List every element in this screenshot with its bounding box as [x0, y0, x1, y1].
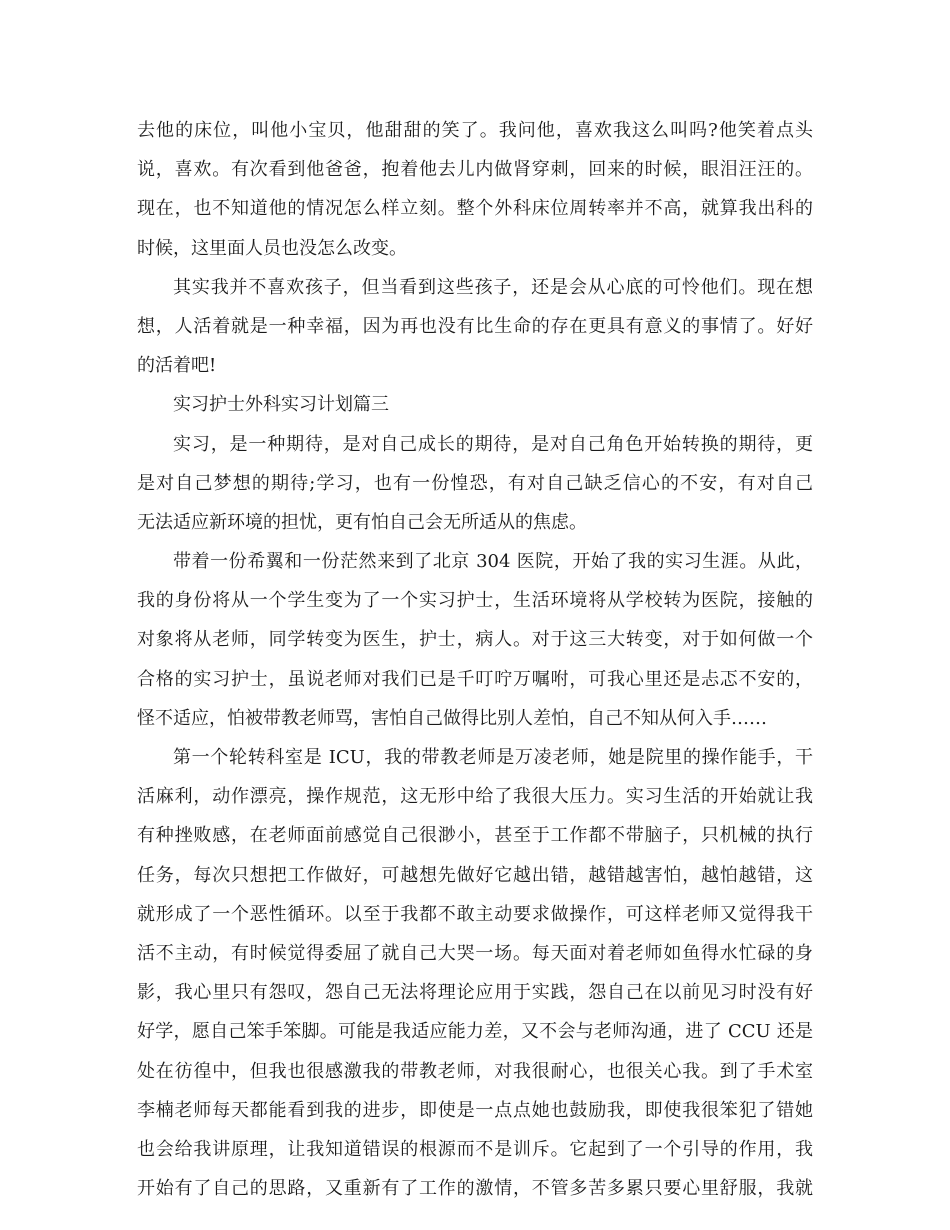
- text-line: 有种挫败感，在老师面前感觉自己很渺小，甚至于工作都不带脑子，只机械的执行: [137, 825, 813, 847]
- text-line: 想，人活着就是一种幸福，因为再也没有比生命的存在更具有意义的事情了。好好: [137, 315, 813, 337]
- paragraph-start-line: 第一个轮转科室是 ICU，我的带教老师是万凌老师，她是院里的操作能手，干: [173, 747, 813, 768]
- text-line: 活麻利，动作漂亮，操作规范，这无形中给了我很大压力。实习生活的开始就让我: [137, 786, 813, 808]
- text-line: 去他的床位，叫他小宝贝，他甜甜的笑了。我问他，喜欢我这么叫吗?他笑着点头: [137, 120, 813, 141]
- text-line: 的活着吧!: [137, 355, 217, 377]
- text-line: 说，喜欢。有次看到他爸爸，抱着他去儿内做肾穿刺，回来的时候，眼泪汪汪的。: [137, 159, 813, 181]
- text-line: 开始有了自己的思路，又重新有了工作的激情，不管多苦多累只要心里舒服，我就: [137, 1178, 813, 1200]
- text-line: 好学，愿自己笨手笨脚。可能是我适应能力差，又不会与老师沟通，进了 CCU 还是: [137, 1021, 813, 1043]
- text-line: 我的身份将从一个学生变为了一个实习护士，生活环境将从学校转为医院，接触的: [137, 590, 813, 612]
- body-text: [137, 111, 813, 1208]
- text-line: 现在，也不知道他的情况怎么样立刻。整个外科床位周转率并不高，就算我出科的: [137, 198, 813, 220]
- text-line: 合格的实习护士，虽说老师对我们已是千叮咛万嘱咐，可我心里还是忐忑不安的，: [137, 668, 813, 690]
- paragraph-start-line: 其实我并不喜欢孩子，但当看到这些孩子，还是会从心底的可怜他们。现在想: [173, 276, 813, 298]
- paragraph-start-line: 实习，是一种期待，是对自己成长的期待，是对自己角色开始转换的期待，更: [173, 433, 813, 455]
- text-line: 怪不适应，怕被带教老师骂，害怕自己做得比别人差怕，自己不知从何入手……: [137, 707, 767, 729]
- text-line: 也会给我讲原理，让我知道错误的根源而不是训斥。它起到了一个引导的作用，我: [137, 1138, 813, 1160]
- text-line: 活不主动，有时候觉得委屈了就自己大哭一场。每天面对着老师如鱼得水忙碌的身: [137, 942, 813, 964]
- text-line: 就形成了一个恶性循环。以至于我都不敢主动要求做操作，可这样老师又觉得我干: [137, 903, 813, 925]
- text-line: 对象将从老师，同学转变为医生，护士，病人。对于这三大转变，对于如何做一个: [137, 629, 813, 651]
- text-line: 处在彷徨中，但我也很感激我的带教老师，对我很耐心，也很关心我。到了手术室: [137, 1060, 813, 1082]
- text-line: 时候，这里面人员也没怎么改变。: [137, 237, 407, 259]
- paragraph-start-line: 带着一份希翼和一份茫然来到了北京 304 医院，开始了我的实习生涯。从此，: [173, 551, 813, 573]
- text-line: 影，我心里只有怨叹，怨自己无法将理论应用于实践，怨自己在以前见习时没有好: [137, 982, 813, 1004]
- text-line: 是对自己梦想的期待;学习，也有一份惶恐，有对自己缺乏信心的不安，有对自己: [137, 472, 813, 494]
- text-line: 任务，每次只想把工作做好，可越想先做好它越出错，越错越害怕，越怕越错，这: [137, 864, 813, 886]
- text-line: 无法适应新环境的担忧，更有怕自己会无所适从的焦虑。: [137, 511, 587, 533]
- text-line: 李楠老师每天都能看到我的进步，即使是一点点她也鼓励我，即使我很笨犯了错她: [137, 1099, 813, 1121]
- section-heading: 实习护士外科实习计划篇三: [173, 394, 389, 416]
